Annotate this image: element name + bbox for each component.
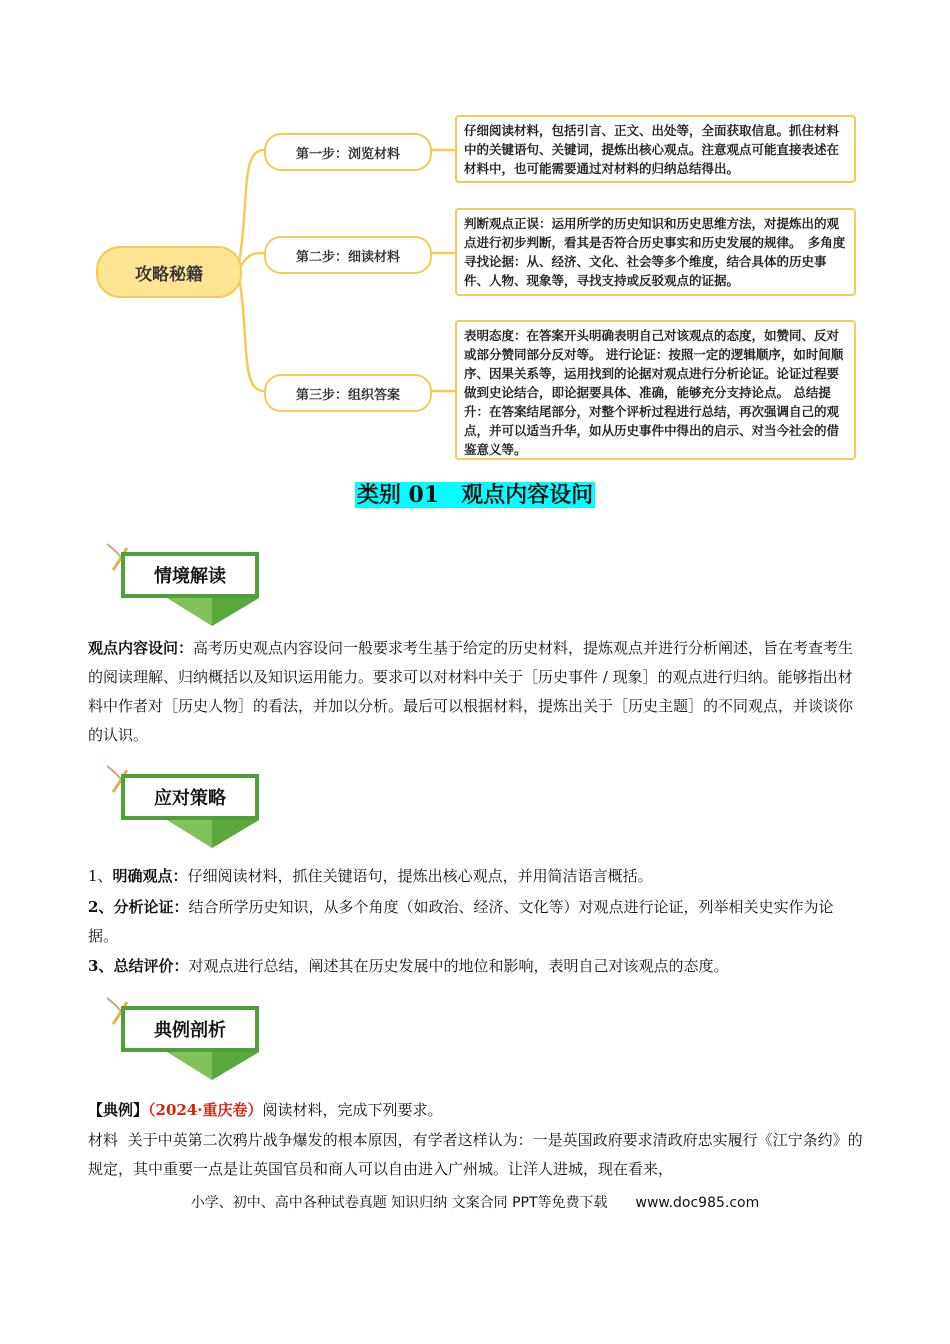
- badge-label: 情境解读: [154, 566, 226, 587]
- badge-frame: [121, 774, 259, 820]
- material-label: 材料: [88, 1131, 119, 1149]
- strategy-item-1: [88, 862, 863, 891]
- example-instruction: 阅读材料，完成下列要求。: [262, 1101, 443, 1119]
- situation-term: 观点内容设问：: [88, 639, 194, 657]
- badge-label: 典例剖析: [154, 1020, 226, 1041]
- badge-situation: [97, 540, 277, 635]
- strategy-term: 明确观点：: [112, 867, 188, 885]
- mindmap-root: 攻略秘籍: [96, 246, 242, 298]
- situation-text: 高考历史观点内容设问一般要求考生基于给定的历史材料，提炼观点并进行分析阐述，旨在考查考生的阅读理解、归纳概括以及知识运用能力。要求可以对材料中关于［历史事件 / 现象］的观点进行归纳。能够指出材料中作者对［历史人物］的看法，并加以分析。最后可以根据材料，提炼出关于［历史主题］的不同观点，并谈谈你的认识。: [88, 639, 854, 744]
- badge-strategy: [97, 762, 277, 857]
- category-title: [0, 478, 950, 509]
- category-title-text: 类别 01 观点内容设问: [356, 482, 594, 508]
- strategy-text: 仔细阅读材料，抓住关键语句，提炼出核心观点，并用简洁语言概括。: [187, 867, 653, 885]
- example-tag: 【典例】: [88, 1101, 149, 1119]
- badge-label: 应对策略: [154, 788, 226, 809]
- example-source: （2024·重庆卷）: [148, 1101, 263, 1119]
- mindmap-step-3: 第三步：组织答案: [264, 374, 432, 412]
- badge-frame: [121, 1006, 259, 1052]
- mindmap-step-1: 第一步：浏览材料: [264, 133, 432, 171]
- material-text: 关于中英第二次鸦片战争爆发的根本原因，有学者这样认为：一是英国政府要求清政府忠实履行《江宁条约》的规定，其中重要一点是让英国官员和商人可以自由进入广州城。让洋人进城，现在看来，: [88, 1131, 863, 1178]
- example-material: [88, 1126, 863, 1184]
- strategy-num: 2、: [88, 898, 114, 916]
- mindmap-step-2: 第二步：细读材料: [264, 236, 432, 274]
- example-header: [88, 1096, 863, 1125]
- strategy-term: 分析论证：: [113, 898, 189, 916]
- strategy-text: 对观点进行总结，阐述其在历史发展中的地位和影响，表明自己对该观点的态度。: [188, 957, 729, 975]
- footer-text: 小学、初中、高中各种试卷真题 知识归纳 文案合同 PPT等免费下载 www.doc985.com: [190, 1195, 760, 1211]
- mindmap-desc-1: 仔细阅读材料，包括引言、正文、出处等，全面获取信息。抓住材料中的关键语句、关键词，提炼出核心观点。注意观点可能直接表述在材料中，也可能需要通过对材料的归纳总结得出。: [455, 115, 856, 183]
- badge-frame: [121, 552, 259, 598]
- mindmap-desc-2: 判断观点正误：运用所学的历史知识和历史思维方法，对提炼出的观点进行初步判断，看其是否符合历史事实和历史发展的规律。 多角度寻找论据：从、经济、文化、社会等多个维度，结合具体的历史事件、人物、现象等，寻找支持或反驳观点的证据。: [455, 208, 856, 296]
- strategy-item-3: [88, 952, 863, 981]
- badge-example: [97, 994, 277, 1089]
- strategy-num: 3、: [88, 957, 114, 975]
- strategy-term: 总结评价：: [113, 957, 189, 975]
- mindmap-desc-3: 表明态度：在答案开头明确表明自己对该观点的态度，如赞同、反对或部分赞同部分反对等。 进行论证：按照一定的逻辑顺序，如时间顺序、因果关系等，运用找到的论据对观点进行分析论证。论证过程要做到史论结合，即论据要具体、准确，能够充分支持论点。 总结提升：在答案结尾部分，对整个评析过程进行总结，再次强调自己的观点，并可以适当升华，如从历史事件中得出的启示、对当今社会的借鉴意义等。: [455, 320, 856, 460]
- strategy-num: 1、: [88, 867, 113, 885]
- strategy-text: 结合所学历史知识，从多个角度（如政治、经济、文化等）对观点进行论证，列举相关史实作为论据。: [88, 898, 834, 945]
- strategy-item-2: [88, 893, 863, 951]
- situation-paragraph: [88, 634, 863, 750]
